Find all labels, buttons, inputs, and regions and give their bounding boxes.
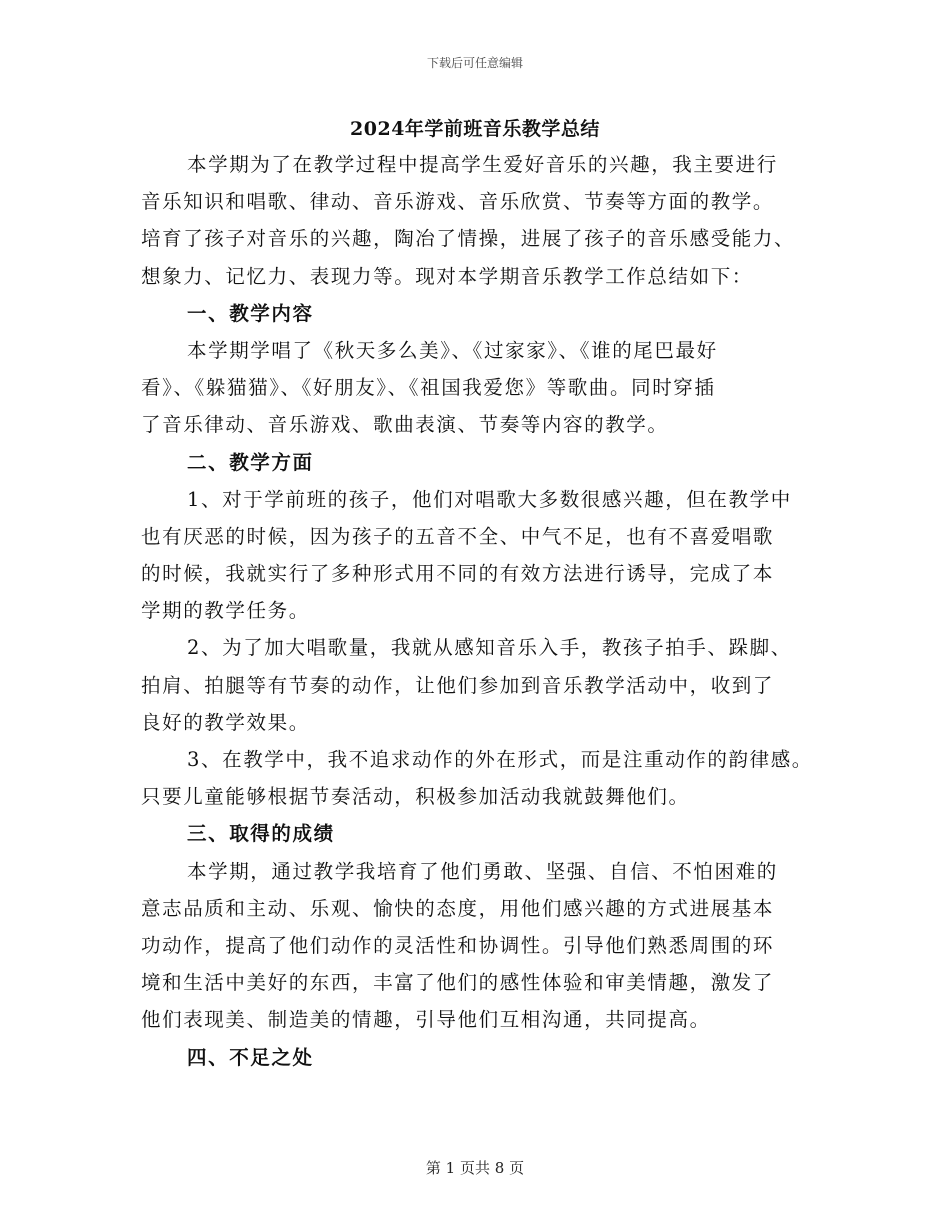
paragraph-line: 拍肩、拍腿等有节奏的动作，让他们参加到音乐教学活动中，收到了 — [141, 673, 775, 697]
paragraph-line: 也有厌恶的时候，因为孩子的五音不全、中气不足，也有不喜爱唱歌 — [141, 524, 775, 548]
section-heading: 三、取得的成绩 — [187, 822, 335, 846]
document-title: 2024年学前班音乐教学总结 — [350, 118, 600, 140]
section-heading: 一、教学内容 — [187, 301, 314, 325]
document-body — [141, 146, 831, 1076]
paragraph-line: 培育了孩子对音乐的兴趣，陶冶了情操，进展了孩子的音乐感受能力、 — [141, 227, 796, 251]
section-heading: 二、教学方面 — [187, 450, 314, 474]
page-header: 下载后可任意编辑 — [426, 56, 523, 70]
paragraph-line: 想象力、记忆力、表现力等。现对本学期音乐教学工作总结如下： — [141, 264, 753, 288]
paragraph-line: 功动作，提高了他们动作的灵活性和协调性。引导他们熟悉周围的环 — [141, 933, 775, 957]
paragraph-line: 3、在教学中，我不追求动作的外在形式，而是注重动作的韵律感。 — [187, 748, 813, 771]
paragraph-line: 2、为了加大唱歌量，我就从感知音乐入手，教孩子拍手、跺脚、 — [187, 636, 792, 660]
paragraph-line: 的时候，我就实行了多种形式用不同的有效方法进行诱导，完成了本 — [141, 562, 775, 586]
page-number-footer: 第 1 页共 8 页 — [425, 1159, 525, 1177]
paragraph-line: 意志品质和主动、乐观、愉快的态度，用他们感兴趣的方式进展基本 — [141, 896, 775, 920]
paragraph-line: 1、对于学前班的孩子，他们对唱歌大多数很感兴趣，但在教学中 — [187, 487, 792, 511]
paragraph-line: 境和生活中美好的东西，丰富了他们的感性体验和审美情趣，激发了 — [141, 971, 775, 995]
paragraph-line: 本学期为了在教学过程中提高学生爱好音乐的兴趣，我主要进行 — [187, 153, 778, 176]
section-heading: 四、不足之处 — [187, 1045, 314, 1069]
paragraph-line: 他们表现美、制造美的情趣，引导他们互相沟通，共同提高。 — [141, 1008, 711, 1032]
paragraph-line: 了音乐律动、音乐游戏、歌曲表演、节奏等内容的教学。 — [141, 413, 669, 437]
paragraph-line: 良好的教学效果。 — [141, 710, 310, 734]
paragraph-line: 只要儿童能够根据节奏活动，积极参加活动我就鼓舞他们。 — [141, 785, 690, 809]
paragraph-line: 看》、《躲猫猫》、《好朋友》、《祖国我爱您》等歌曲。同时穿插 — [141, 376, 716, 400]
paragraph-line: 本学期学唱了《秋天多么美》、《过家家》、《谁的尾巴最好 — [187, 338, 718, 362]
paragraph-line: 学期的教学任务。 — [141, 599, 310, 623]
paragraph-line: 音乐知识和唱歌、律动、音乐游戏、音乐欣赏、节奏等方面的教学。 — [141, 190, 775, 214]
paragraph-line: 本学期，通过教学我培育了他们勇敢、坚强、自信、不怕困难的 — [187, 859, 778, 883]
